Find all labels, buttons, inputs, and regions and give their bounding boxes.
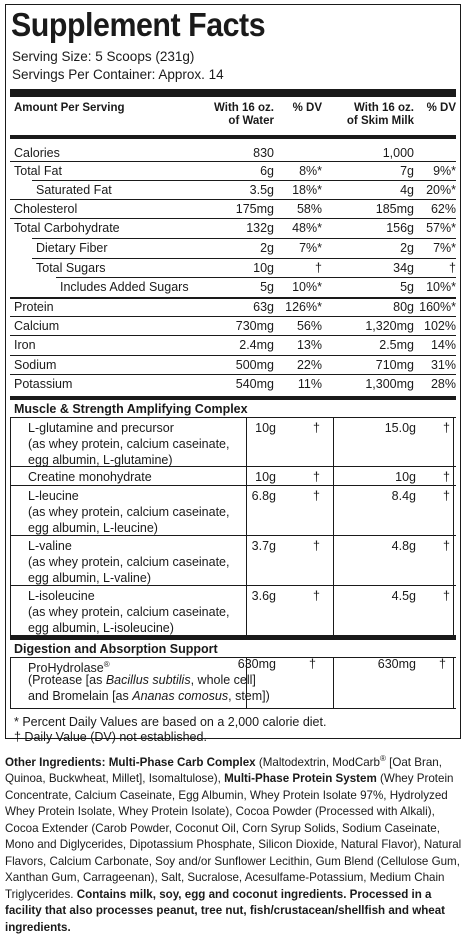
muscle-item-water: 6.8g xyxy=(251,489,276,503)
muscle-grid-line xyxy=(453,417,454,466)
nutrient-water: 830 xyxy=(253,146,274,160)
muscle-grid-line xyxy=(333,535,334,585)
nutrient-dv2: † xyxy=(449,261,456,275)
nutrient-dv: † xyxy=(315,261,322,275)
muscle-item-dv: † xyxy=(313,470,320,484)
muscle-top-rule xyxy=(10,417,456,418)
muscle-item-dv: † xyxy=(313,589,320,603)
muscle-item-water: 10g xyxy=(255,421,276,435)
muscle-grid-line xyxy=(10,585,11,635)
muscle-item-source: (as whey protein, calcium caseinate, xyxy=(28,437,230,451)
muscle-item-dv: † xyxy=(313,421,320,435)
prohydrolase-desc-1: (Protease [as Bacillus subtilis, whole cell] xyxy=(28,673,256,687)
nutrient-rule xyxy=(10,335,456,336)
header-dv-milk: % DV xyxy=(426,102,456,114)
supplement-facts-panel xyxy=(5,4,461,744)
muscle-item-dv2: † xyxy=(443,589,450,603)
prohydrolase-desc-2: and Bromelain [as Ananas comosus, stem]) xyxy=(28,689,270,703)
muscle-item-name: L-isoleucine xyxy=(28,589,95,603)
muscle-item-name: L-leucine xyxy=(28,489,79,503)
muscle-item-milk: 4.8g xyxy=(391,539,416,553)
nutrient-name: Includes Added Sugars xyxy=(60,280,189,294)
muscle-item-milk: 4.5g xyxy=(391,589,416,603)
muscle-item-source: egg albumin, L-glutamine) xyxy=(28,453,173,467)
nutrient-rule xyxy=(32,238,456,239)
nutrient-dv: 56% xyxy=(296,319,322,333)
nutrient-dv2: 9%* xyxy=(433,164,456,178)
prohydrolase-milk: 630mg xyxy=(377,657,416,671)
muscle-item-milk: 15.0g xyxy=(384,421,416,435)
muscle-grid-line xyxy=(10,466,11,485)
nutrient-water: 2.4mg xyxy=(239,338,274,352)
muscle-grid-line xyxy=(10,485,11,535)
nutrient-name: Protein xyxy=(14,300,54,314)
nutrient-dv: 13% xyxy=(296,338,322,352)
nutrient-milk: 4g xyxy=(400,183,414,197)
muscle-grid-line xyxy=(453,535,454,585)
muscle-grid-line xyxy=(333,466,334,485)
muscle-grid-line xyxy=(10,417,11,466)
muscle-item-dv: † xyxy=(313,539,320,553)
servings-per-container: Servings Per Container: Approx. 14 xyxy=(12,67,224,82)
nutrient-water: 10g xyxy=(253,261,274,275)
nutrient-water: 175mg xyxy=(235,202,274,216)
nutrient-name: Iron xyxy=(14,338,36,352)
header-water-line1: With 16 oz. xyxy=(214,102,274,114)
nutrient-milk: 34g xyxy=(393,261,414,275)
header-water-line2: of Water xyxy=(228,115,274,127)
muscle-grid-line xyxy=(333,485,334,535)
nutrient-water: 540mg xyxy=(235,377,274,391)
muscle-grid-line xyxy=(333,585,334,635)
nutrient-water: 63g xyxy=(253,300,274,314)
muscle-item-dv2: † xyxy=(443,539,450,553)
muscle-item-source: (as whey protein, calcium caseinate, xyxy=(28,555,230,569)
header-dv-water: % DV xyxy=(292,102,322,114)
muscle-item-source: egg albumin, L-valine) xyxy=(28,571,151,585)
prohydrolase-dv2: † xyxy=(439,657,446,671)
muscle-item-water: 10g xyxy=(255,470,276,484)
nutrient-milk: 2g xyxy=(400,241,414,255)
muscle-item-dv: † xyxy=(313,489,320,503)
nutrient-dv2: 160%* xyxy=(419,300,456,314)
nutrient-milk: 1,320mg xyxy=(365,319,414,333)
nutrient-rule xyxy=(56,277,456,278)
thick-rule-muscle xyxy=(10,396,456,400)
nutrient-dv2: 57%* xyxy=(426,221,456,235)
muscle-item-dv2: † xyxy=(443,489,450,503)
nutrient-name: Saturated Fat xyxy=(36,183,112,197)
nutrient-dv: 126%* xyxy=(285,300,322,314)
nutrient-name: Calories xyxy=(14,146,60,160)
muscle-item-milk: 10g xyxy=(395,470,416,484)
nutrient-name: Total Carbohydrate xyxy=(14,221,120,235)
nutrient-milk: 1,000 xyxy=(382,146,414,160)
muscle-item-name: L-glutamine and precursor xyxy=(28,421,174,435)
nutrient-milk: 185mg xyxy=(375,202,414,216)
nutrient-milk: 7g xyxy=(400,164,414,178)
muscle-item-water: 3.7g xyxy=(251,539,276,553)
nutrient-dv2: 14% xyxy=(430,338,456,352)
nutrient-name: Cholesterol xyxy=(14,202,78,216)
nutrient-rule xyxy=(32,258,456,259)
nutrient-name: Calcium xyxy=(14,319,60,333)
nutrient-milk: 2.5mg xyxy=(379,338,414,352)
nutrient-dv2: 10%* xyxy=(426,280,456,294)
nutrient-water: 132g xyxy=(246,221,274,235)
digestion-section-title: Digestion and Absorption Support xyxy=(14,642,218,656)
serving-size: Serving Size: 5 Scoops (231g) xyxy=(12,49,195,64)
header-amount: Amount Per Serving xyxy=(14,102,125,114)
muscle-item-milk: 8.4g xyxy=(391,489,416,503)
panel-title: Supplement Facts xyxy=(11,6,266,43)
nutrient-dv2: 62% xyxy=(430,202,456,216)
nutrient-dv: 7%* xyxy=(299,241,322,255)
prohydrolase-dv: † xyxy=(309,657,316,671)
nutrient-rule xyxy=(10,355,456,356)
nutrient-milk: 156g xyxy=(386,221,414,235)
header-milk-line2: of Skim Milk xyxy=(346,115,414,127)
nutrient-water: 5g xyxy=(260,280,274,294)
muscle-item-water: 3.6g xyxy=(251,589,276,603)
nutrient-milk: 5g xyxy=(400,280,414,294)
nutrient-milk: 1,300mg xyxy=(365,377,414,391)
other-ingredients: Other Ingredients: Multi-Phase Carb Complex (Maltodextrin, ModCarb® [Oat Bran, Quinoa, Buckwheat, Millet], Isomaltulose), Multi-Phase Protein System (Whey Protein Concentrate, Calcium Caseinate, Egg Albumin, Whey Protein Isolate 97%, Hydrolyzed Whey Protein Isolate, Whey Protein Isolate), Cocoa Powder (Processed with Alkali), Cocoa Extender (Carob Powder, Coconut Oil, Corn Syrup Solids, Sodium Caseinate, Mono and Diglycerides, Dipotassium Phosphate, Silicon Dioxide, Natural Flavor), Natural Flavors, Calcium Carbonate, Soy and/or Sunflower Lecithin, Gum Blend (Cellulose Gum, Xanthan Gum, Carrageenan), Salt, Sucralose, Acesulfame-Potassium, Medium Chain Triglycerides. Contains milk, soy, egg and coconut ingredients. Processed in a facility that also processes peanut, tree nut, fish/crustacean/shellfish and wheat ingredients. xyxy=(5,754,462,934)
nutrient-rule xyxy=(10,374,456,375)
nutrient-milk: 710mg xyxy=(375,358,414,372)
muscle-row-rule xyxy=(10,485,456,486)
muscle-item-source: (as whey protein, calcium caseinate, xyxy=(28,605,230,619)
muscle-grid-line xyxy=(333,417,334,466)
prohydrolase-name: ProHydrolase® xyxy=(28,660,110,676)
muscle-item-dv2: † xyxy=(443,470,450,484)
nutrient-name: Total Fat xyxy=(14,164,62,178)
nutrient-milk: 80g xyxy=(393,300,414,314)
muscle-item-source: egg albumin, L-isoleucine) xyxy=(28,621,174,635)
nutrient-water: 6g xyxy=(260,164,274,178)
muscle-grid-line xyxy=(453,466,454,485)
nutrient-name: Total Sugars xyxy=(36,261,106,275)
nutrient-dv2: 102% xyxy=(424,319,456,333)
nutrient-rule xyxy=(10,199,456,200)
nutrient-rule xyxy=(10,316,456,317)
header-milk-line1: With 16 oz. xyxy=(354,102,414,114)
nutrient-name: Potassium xyxy=(14,377,73,391)
nutrient-water: 2g xyxy=(260,241,274,255)
nutrient-dv2: 20%* xyxy=(426,183,456,197)
nutrient-water: 500mg xyxy=(235,358,274,372)
nutrient-rule xyxy=(32,180,456,181)
nutrient-rule xyxy=(10,297,456,299)
muscle-item-source: egg albumin, L-leucine) xyxy=(28,521,158,535)
muscle-item-name: Creatine monohydrate xyxy=(28,470,152,484)
nutrient-rule xyxy=(10,218,456,219)
muscle-item-dv2: † xyxy=(443,421,450,435)
nutrient-rule xyxy=(10,161,456,162)
footnote-not-established: † Daily Value (DV) not established. xyxy=(14,730,207,744)
footnote-dv: * Percent Daily Values are based on a 2,000 calorie diet. xyxy=(14,715,327,729)
muscle-grid-line xyxy=(453,485,454,535)
nutrient-water: 730mg xyxy=(235,319,274,333)
nutrient-water: 3.5g xyxy=(249,183,274,197)
nutrient-dv2: 7%* xyxy=(433,241,456,255)
nutrient-name: Dietary Fiber xyxy=(36,241,108,255)
prohydrolase-water: 630mg xyxy=(237,657,276,671)
nutrient-dv: 10%* xyxy=(292,280,322,294)
thick-rule-top xyxy=(10,89,456,97)
muscle-section-title: Muscle & Strength Amplifying Complex xyxy=(14,402,248,416)
nutrient-dv: 22% xyxy=(296,358,322,372)
nutrient-dv: 8%* xyxy=(299,164,322,178)
nutrient-dv: 11% xyxy=(297,377,322,391)
muscle-item-name: L-valine xyxy=(28,539,72,553)
nutrient-dv2: 31% xyxy=(430,358,456,372)
muscle-grid-line xyxy=(10,535,11,585)
muscle-grid-line xyxy=(453,585,454,635)
muscle-item-source: (as whey protein, calcium caseinate, xyxy=(28,505,230,519)
thick-rule-header xyxy=(10,135,456,139)
nutrient-dv: 58% xyxy=(296,202,322,216)
nutrient-name: Sodium xyxy=(14,358,57,372)
thick-rule-digestion xyxy=(10,636,456,640)
nutrient-dv: 48%* xyxy=(292,221,322,235)
nutrient-dv: 18%* xyxy=(292,183,322,197)
nutrient-dv2: 28% xyxy=(430,377,456,391)
